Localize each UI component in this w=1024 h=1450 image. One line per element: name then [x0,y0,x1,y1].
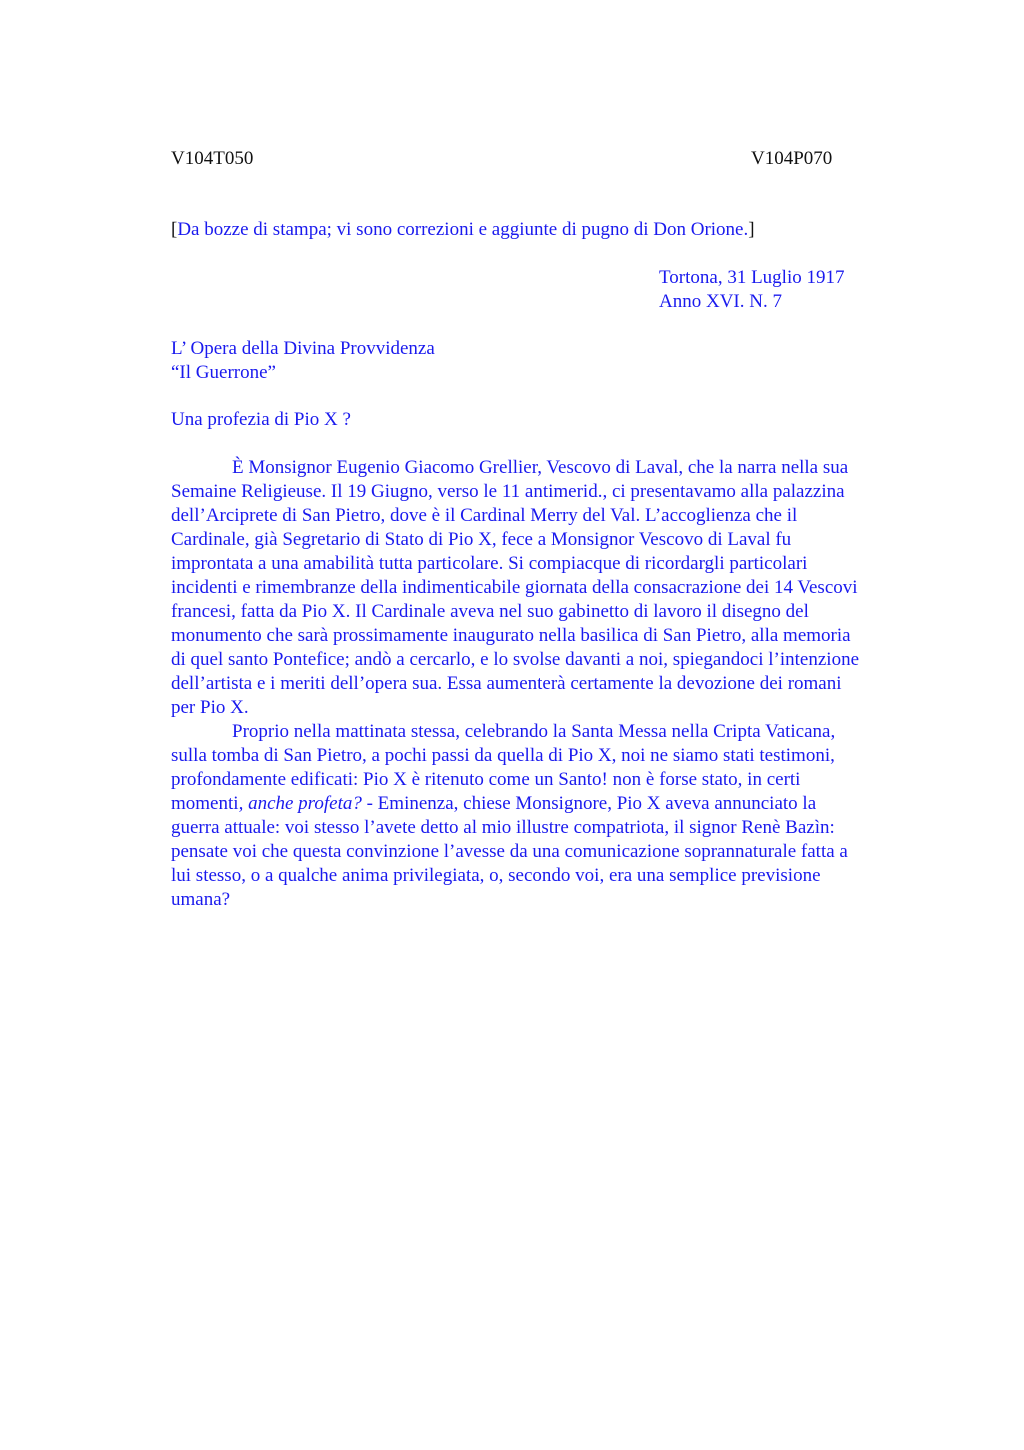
note-open-bracket: [ [171,219,178,240]
text-line: Cardinale, già Segretario di Stato di Pio X, fece a Monsignor Vescovo di Laval fu [171,529,792,550]
text-line: di quel santo Pontefice; andò a cercarlo, e lo svolse davanti a noi, spiegandoci l’intenzione [171,649,859,670]
title-line-2: “Il Guerrone” [171,362,276,383]
dateline-place-date: Tortona, 31 Luglio 1917 [659,267,845,288]
text-line: dell’Arciprete di San Pietro, dove è il Cardinal Merry del Val. L’accoglienza che il [171,505,798,526]
text-line-mixed [171,792,931,816]
italic-fragment: , anche profeta? [238,793,362,814]
text-fragment: momenti [171,793,239,814]
note-text: Da bozze di stampa; vi sono correzioni e aggiunte di pugno di Don Orione. [177,219,749,240]
text-line: monumento che sarà prossimamente inaugurato nella basilica di San Pietro, alla memoria [171,625,851,646]
article-body [171,456,931,912]
title-line-1: L’ Opera della Divina Provvidenza [171,338,435,359]
text-line: dell’artista e i meriti dell’opera sua. Essa aumenterà certamente la devozione dei romani [171,673,842,694]
article-subtitle: Una profezia di Pio X ? [171,409,351,430]
text-line: incidenti e rimembranze della indimenticabile giornata della consacrazione dei 14 Vescovi [171,577,858,598]
text-line: francesi, fatta da Pio X. Il Cardinale aveva nel suo gabinetto di lavoro il disegno del [171,601,809,622]
note-close-bracket: ] [748,219,755,240]
text-fragment: - Eminenza, chiese Monsignore, Pio X aveva annunciato la [361,793,817,814]
document-code-left: V104T050 [171,148,254,169]
dateline-issue: Anno XVI. N. 7 [659,291,782,312]
dateline [659,266,844,314]
paragraph-1 [171,456,931,720]
document-code-right: V104P070 [751,148,833,169]
text-line: improntata a una amabilità tutta particolare. Si compiacque di ricordargli particolari [171,553,808,574]
title-block [171,337,435,385]
text-line: È Monsignor Eugenio Giacomo Grellier, Vescovo di Laval, che la narra nella sua [232,457,849,478]
text-line: pensate voi che questa convinzione l’avesse da una comunicazione soprannaturale fatta a [171,841,848,862]
text-line: per Pio X. [171,697,249,718]
text-line: Proprio nella mattinata stessa, celebrando la Santa Messa nella Cripta Vaticana, [232,721,836,742]
text-line: profondamente edificati: Pio X è ritenuto come un Santo! non è forse stato, in certi [171,769,801,790]
text-line: Semaine Religieuse. Il 19 Giugno, verso le 11 antimerid., ci presentavamo alla palazzina [171,481,845,502]
text-line: lui stesso, o a qualche anima privilegiata, o, secondo voi, era una semplice previsione [171,865,821,886]
text-line: guerra attuale: voi stesso l’avete detto al mio illustre compatriota, il signor Renè Bazìn: [171,817,835,838]
text-line: umana? [171,889,231,910]
editorial-note [171,218,755,242]
paragraph-2 [171,720,931,912]
text-line: sulla tomba di San Pietro, a pochi passi da quella di Pio X, noi ne siamo stati testimoni, [171,745,835,766]
